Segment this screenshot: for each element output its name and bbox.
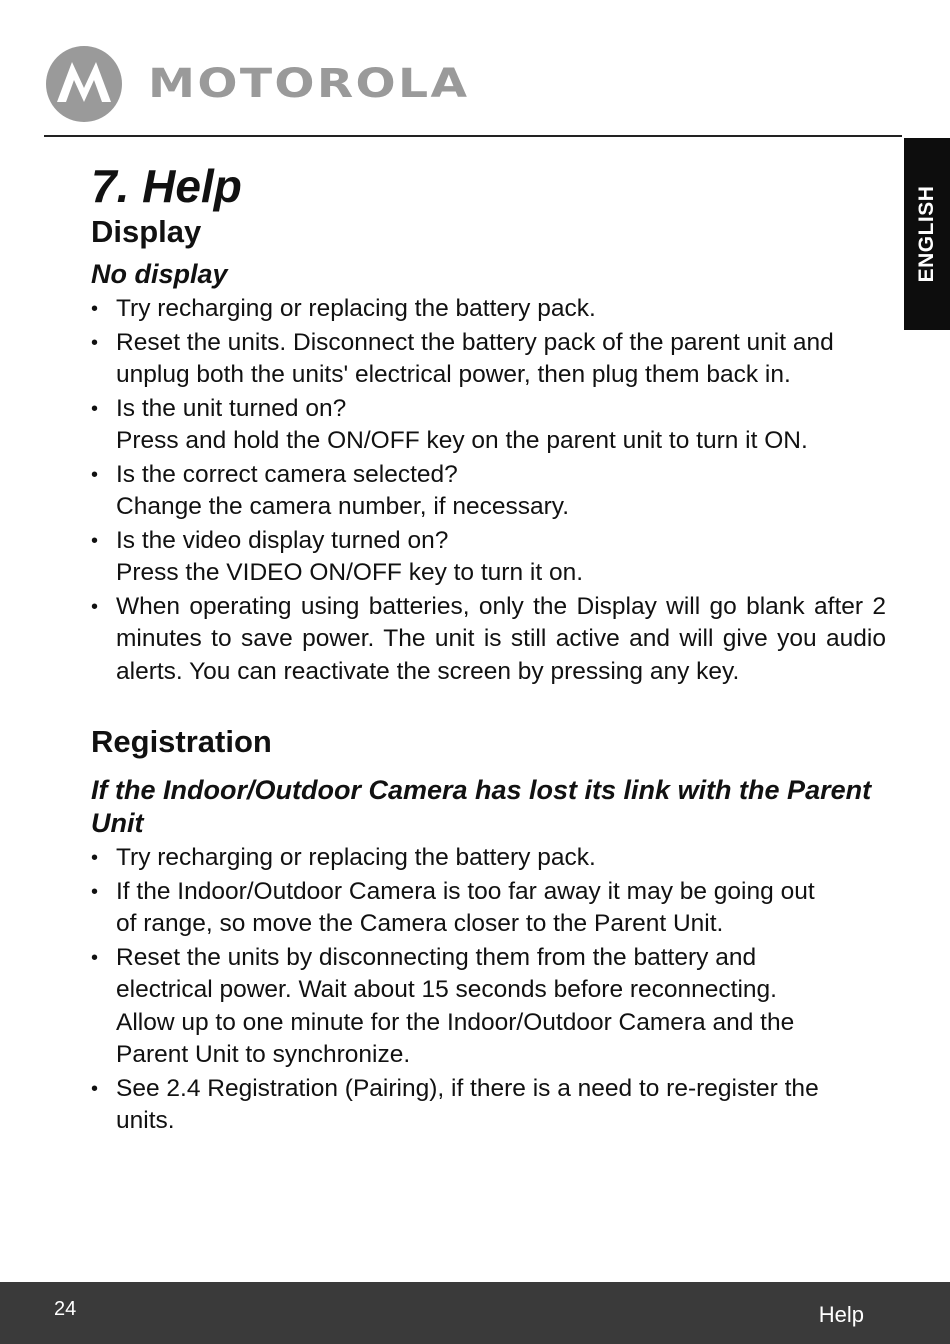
list-item <box>91 293 886 326</box>
display-troubleshooting-list <box>91 293 886 688</box>
list-item-question: • Is the unit turned on? <box>116 394 347 422</box>
list-item <box>91 393 886 458</box>
list-item-question: • Is the video display turned on? <box>116 526 449 554</box>
list-item-text: • Reset the units. Disconnect the battery pack of the parent unit and <box>116 328 834 356</box>
language-tab <box>904 138 950 330</box>
list-item <box>91 459 886 524</box>
list-item-text: • Try recharging or replacing the battery pack. <box>116 844 596 871</box>
list-item-text: When operating using batteries, only the Display will go blank after 2 minutes to save power. The unit is still active and will give you audio alerts. You can reactivate the screen by pressing any key. <box>116 592 886 685</box>
list-item-text: • See 2.4 Registration (Pairing), if there is a need to re-register the <box>116 1074 819 1102</box>
list-item <box>91 525 886 590</box>
list-item <box>91 1073 886 1138</box>
subheading-lost-link: If the Indoor/Outdoor Camera has lost its link with the Parent Unit <box>91 775 872 838</box>
section-heading-registration: Registration <box>91 724 272 759</box>
list-item-text: unplug both the units' electrical power, then plug them back in. <box>116 361 791 388</box>
list-item-text: electrical power. Wait about 15 seconds before reconnecting. <box>116 976 777 1003</box>
page-title: 7. Help <box>91 160 242 212</box>
page-number: 24 <box>54 1298 77 1320</box>
list-item-text: Allow up to one minute for the Indoor/Outdoor Camera and the <box>116 1008 795 1036</box>
page-footer <box>0 1282 950 1344</box>
list-item <box>91 842 886 875</box>
list-item <box>91 591 886 689</box>
motorola-logo-icon <box>44 44 124 124</box>
list-item-text: • Try recharging or replacing the battery pack. <box>116 295 596 322</box>
list-item-text: • Reset the units by disconnecting them from the battery and <box>116 943 757 971</box>
header-divider <box>44 135 902 137</box>
list-item-text: of range, so move the Camera closer to the Parent Unit. <box>116 910 724 937</box>
brand-wordmark: MOTOROLA <box>148 61 470 107</box>
list-item-question: • Is the correct camera selected? <box>116 460 458 488</box>
subheading-no-display: No display <box>91 259 228 289</box>
list-item-text: Parent Unit to synchronize. <box>116 1041 411 1068</box>
list-item <box>91 876 886 941</box>
language-tab-label: ENGLISH <box>915 185 938 283</box>
list-item <box>91 327 886 392</box>
section-heading-display: Display <box>91 214 202 249</box>
list-item-text: Change the camera number, if necessary. <box>116 493 570 520</box>
list-item-text: • If the Indoor/Outdoor Camera is too far away it may be going out <box>116 877 815 905</box>
list-item <box>91 942 886 1072</box>
list-item-text: Press and hold the ON/OFF key on the parent unit to turn it ON. <box>116 427 808 454</box>
registration-troubleshooting-list <box>91 842 886 1138</box>
footer-section-title: Help <box>818 1302 864 1327</box>
list-item-text: Press the VIDEO ON/OFF key to turn it on. <box>116 559 584 586</box>
list-item-text: units. <box>116 1107 175 1134</box>
page-content <box>91 158 886 1139</box>
